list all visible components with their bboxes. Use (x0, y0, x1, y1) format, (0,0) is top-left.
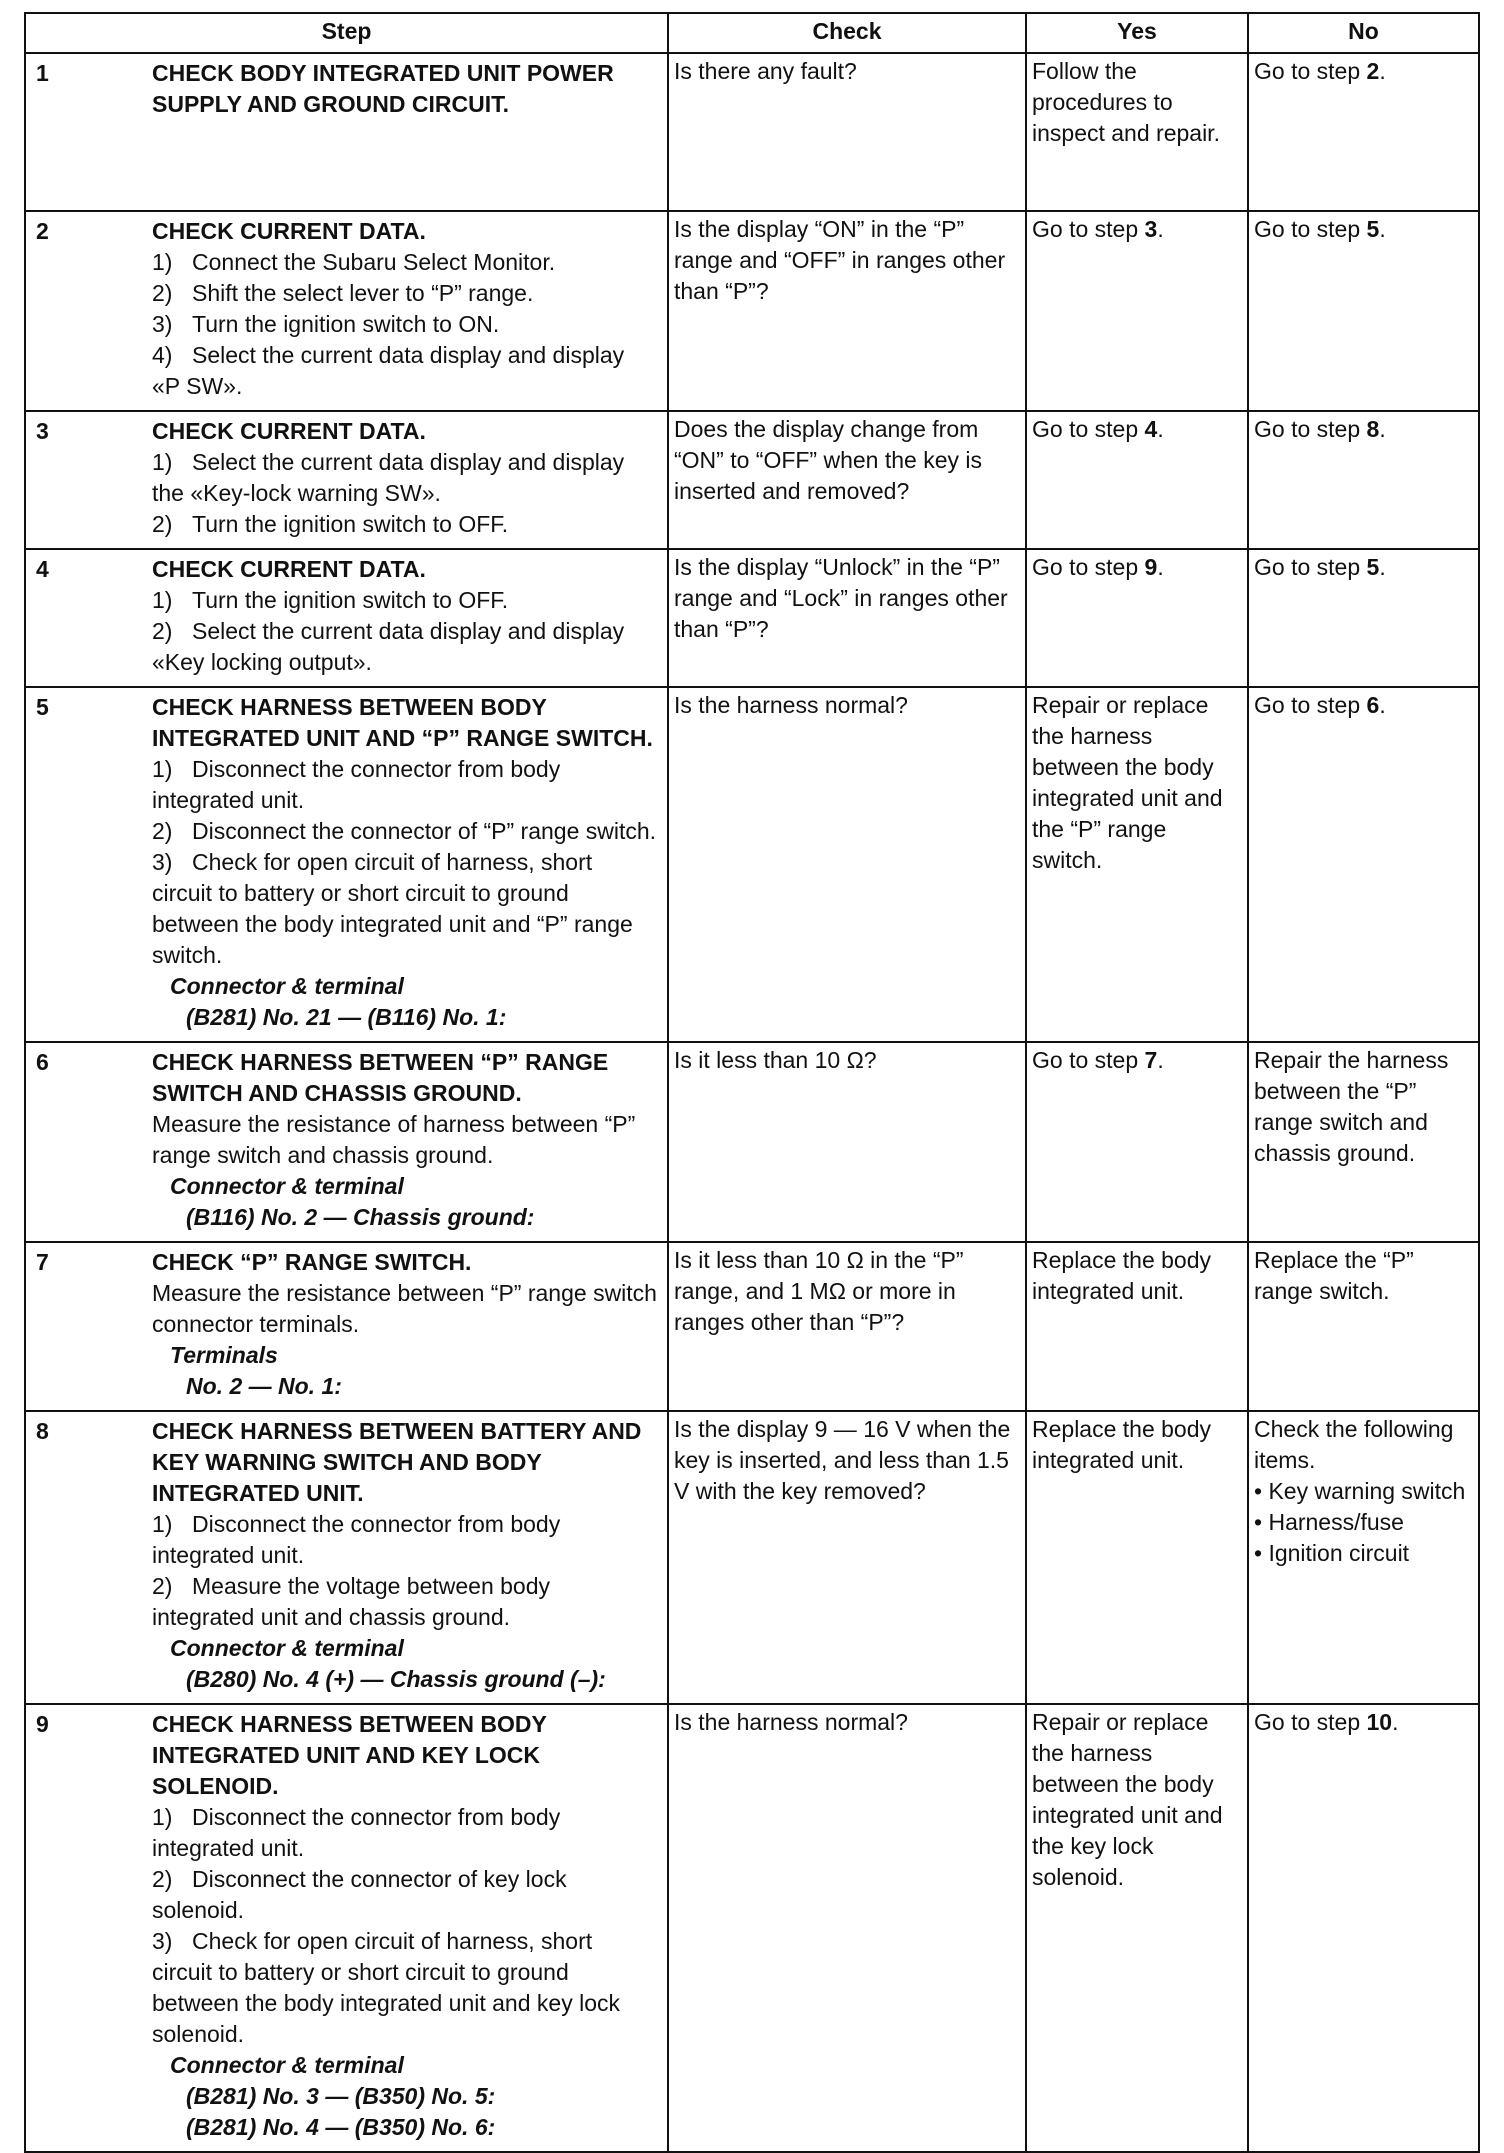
step-instruction (152, 278, 658, 309)
check-cell (668, 1042, 1026, 1242)
no-prefix: Go to step (1254, 416, 1367, 442)
no-cell (1248, 211, 1479, 411)
connector-spec: No. 2 — No. 1: (186, 1373, 342, 1399)
header-no: No (1248, 13, 1479, 53)
step-body (148, 214, 662, 406)
step-title: CHECK HARNESS BETWEEN “P” RANGE SWITCH AND CHASSIS GROUND. (152, 1049, 609, 1106)
no-step-number: 10 (1366, 1709, 1393, 1735)
instruction-text: Check for open circuit of harness, short circuit to battery or short circuit to ground between the body integrated unit and key lock solenoid. (152, 1928, 620, 2047)
instruction-text: Shift the select lever to “P” range. (192, 280, 534, 306)
connector-spec: (B281) No. 4 — (B350) No. 6: (186, 2114, 496, 2140)
instruction-text: Select the current data display and display «Key locking output». (152, 618, 625, 675)
step-cell (25, 549, 668, 687)
step-instruction (152, 309, 658, 340)
step-body (148, 414, 662, 544)
step-body (148, 1045, 662, 1237)
connector-label: Connector & terminal (170, 973, 404, 999)
instruction-number: 2) (152, 618, 173, 644)
instruction-text: Select the current data display and display «P SW». (152, 342, 625, 399)
instruction-number: 2) (152, 280, 173, 306)
instruction-number: 1) (152, 1511, 173, 1537)
step-title: CHECK BODY INTEGRATED UNIT POWER SUPPLY AND GROUND CIRCUIT. (152, 60, 614, 117)
step-wrap (31, 1414, 662, 1699)
no-cell (1248, 687, 1479, 1042)
step-cell (25, 1242, 668, 1411)
instruction-text: Disconnect the connector from body integrated unit. (152, 756, 561, 813)
step-wrap (31, 214, 662, 406)
no-step-number: 5 (1366, 216, 1380, 242)
connector-spec: (B116) No. 2 — Chassis ground: (186, 1204, 535, 1230)
no-prefix: Go to step (1254, 692, 1367, 718)
no-prefix: Go to step (1254, 1709, 1367, 1735)
check-cell (668, 53, 1026, 211)
diagnostic-table (24, 12, 1480, 2153)
no-cell (1248, 1411, 1479, 1704)
step-body (148, 1707, 662, 2147)
step-cell (25, 1042, 668, 1242)
step-instruction (152, 616, 658, 678)
yes-cell (1026, 1242, 1248, 1411)
connector-label: Terminals (170, 1342, 278, 1368)
yes-prefix: Go to step (1032, 1047, 1145, 1073)
no-text: Replace the “P” range switch. (1254, 1247, 1414, 1304)
step-wrap (31, 690, 662, 1037)
table-row (25, 53, 1479, 211)
no-step-number: 2 (1366, 58, 1380, 84)
header-yes: Yes (1026, 13, 1248, 53)
step-wrap (31, 56, 662, 124)
yes-cell (1026, 411, 1248, 549)
instruction-number: 4) (152, 342, 173, 368)
step-title: CHECK HARNESS BETWEEN BODY INTEGRATED UNIT AND “P” RANGE SWITCH. (152, 694, 653, 751)
instruction-number: 1) (152, 249, 173, 275)
step-wrap (31, 1707, 662, 2147)
yes-text: Repair or replace the harness between the body integrated unit and the key lock solenoid. (1032, 1709, 1223, 1890)
table-row (25, 1704, 1479, 2152)
yes-prefix: Go to step (1032, 216, 1145, 242)
table-row (25, 1411, 1479, 1704)
table-row (25, 549, 1479, 687)
instruction-text: Disconnect the connector of “P” range switch. (192, 818, 657, 844)
step-cell (25, 687, 668, 1042)
step-number: 2 (36, 218, 49, 244)
no-list-item: • Key warning switch (1254, 1476, 1473, 1507)
instruction-text: Turn the ignition switch to OFF. (192, 511, 509, 537)
step-number: 1 (36, 60, 49, 86)
step-title: CHECK HARNESS BETWEEN BATTERY AND KEY WARNING SWITCH AND BODY INTEGRATED UNIT. (152, 1418, 642, 1506)
header-check: Check (668, 13, 1026, 53)
connector-spec: (B281) No. 21 — (B116) No. 1: (186, 1004, 507, 1030)
yes-step-number: 7 (1144, 1047, 1158, 1073)
table-row (25, 411, 1479, 549)
instruction-number: 3) (152, 311, 173, 337)
instruction-number: 1) (152, 587, 173, 613)
instruction-number: 3) (152, 849, 173, 875)
no-suffix: . (1379, 216, 1386, 242)
step-instruction (152, 247, 658, 278)
connector-spec: (B280) No. 4 (+) — Chassis ground (–): (186, 1666, 606, 1692)
step-wrap (31, 552, 662, 682)
step-text: Measure the resistance of harness between “P” range switch and chassis ground. (152, 1111, 636, 1168)
table-row (25, 211, 1479, 411)
no-cell (1248, 1242, 1479, 1411)
step-instruction (152, 1571, 658, 1633)
no-cell (1248, 1704, 1479, 2152)
step-body (148, 552, 662, 682)
step-wrap (31, 1245, 662, 1406)
step-title: CHECK HARNESS BETWEEN BODY INTEGRATED UNIT AND KEY LOCK SOLENOID. (152, 1711, 547, 1799)
instruction-number: 1) (152, 756, 173, 782)
instruction-number: 1) (152, 449, 173, 475)
step-number: 8 (36, 1418, 49, 1444)
instruction-text: Disconnect the connector from body integrated unit. (152, 1804, 561, 1861)
header-row (25, 13, 1479, 53)
step-cell (25, 411, 668, 549)
yes-text: Replace the body integrated unit. (1032, 1416, 1212, 1473)
check-cell (668, 1411, 1026, 1704)
step-number: 4 (36, 556, 49, 582)
no-list-item: • Harness/fuse (1254, 1507, 1473, 1538)
step-cell (25, 1704, 668, 2152)
check-text: Is it less than 10 Ω in the “P” range, and 1 MΩ or more in ranges other than “P”? (674, 1247, 964, 1335)
step-title: CHECK CURRENT DATA. (152, 418, 426, 444)
yes-prefix: Go to step (1032, 416, 1145, 442)
yes-text: Follow the procedures to inspect and repair. (1032, 58, 1220, 146)
step-instruction (152, 1926, 658, 2050)
no-list-item: • Ignition circuit (1254, 1538, 1473, 1569)
step-instruction (152, 1802, 658, 1864)
yes-cell (1026, 1411, 1248, 1704)
instruction-number: 2) (152, 818, 173, 844)
step-instruction (152, 1864, 658, 1926)
step-instruction (152, 509, 658, 540)
instruction-text: Turn the ignition switch to OFF. (192, 587, 509, 613)
step-wrap (31, 1045, 662, 1237)
no-cell (1248, 549, 1479, 687)
no-suffix: . (1379, 554, 1386, 580)
step-number: 6 (36, 1049, 49, 1075)
no-text: Repair the harness between the “P” range switch and chassis ground. (1254, 1047, 1449, 1166)
check-text: Is the harness normal? (674, 692, 908, 718)
connector-label: Connector & terminal (170, 2052, 404, 2078)
no-cell (1248, 1042, 1479, 1242)
step-instruction (152, 340, 658, 402)
step-instruction (152, 754, 658, 816)
yes-cell (1026, 1042, 1248, 1242)
check-text: Is it less than 10 Ω? (674, 1047, 877, 1073)
check-cell (668, 1242, 1026, 1411)
yes-step-number: 9 (1144, 554, 1158, 580)
table-row (25, 1242, 1479, 1411)
yes-suffix: . (1157, 554, 1164, 580)
instruction-text: Check for open circuit of harness, short circuit to battery or short circuit to ground between the body integrated unit and “P” range switch. (152, 849, 633, 968)
step-number: 5 (36, 694, 49, 720)
no-cell (1248, 53, 1479, 211)
step-instruction (152, 447, 658, 509)
no-step-number: 5 (1366, 554, 1380, 580)
yes-step-number: 3 (1144, 216, 1158, 242)
instruction-number: 2) (152, 1866, 173, 1892)
step-body (148, 690, 662, 1037)
instruction-text: Select the current data display and display the «Key-lock warning SW». (152, 449, 625, 506)
step-title: CHECK CURRENT DATA. (152, 556, 426, 582)
no-suffix: . (1379, 58, 1386, 84)
no-suffix: . (1379, 692, 1386, 718)
check-cell (668, 411, 1026, 549)
step-body (148, 1245, 662, 1406)
step-cell (25, 1411, 668, 1704)
yes-cell (1026, 549, 1248, 687)
check-cell (668, 1704, 1026, 2152)
yes-step-number: 4 (1144, 416, 1158, 442)
yes-cell (1026, 211, 1248, 411)
check-cell (668, 687, 1026, 1042)
check-text: Is the display 9 — 16 V when the key is inserted, and less than 1.5 V with the key removed? (674, 1416, 1011, 1504)
yes-text: Repair or replace the harness between the body integrated unit and the “P” range switch. (1032, 692, 1223, 873)
step-instruction (152, 847, 658, 971)
check-text: Is the display “Unlock” in the “P” range and “Lock” in ranges other than “P”? (674, 554, 1008, 642)
step-wrap (31, 414, 662, 544)
no-prefix: Go to step (1254, 554, 1367, 580)
yes-cell (1026, 1704, 1248, 2152)
yes-suffix: . (1157, 216, 1164, 242)
instruction-text: Disconnect the connector of key lock solenoid. (152, 1866, 567, 1923)
connector-spec: (B281) No. 3 — (B350) No. 5: (186, 2083, 496, 2109)
yes-text: Replace the body integrated unit. (1032, 1247, 1212, 1304)
check-text: Is the display “ON” in the “P” range and “OFF” in ranges other than “P”? (674, 216, 1006, 304)
yes-suffix: . (1157, 1047, 1164, 1073)
step-title: CHECK CURRENT DATA. (152, 218, 426, 244)
check-cell (668, 211, 1026, 411)
check-text: Is the harness normal? (674, 1709, 908, 1735)
check-text: Is there any fault? (674, 58, 857, 84)
step-body (148, 1414, 662, 1699)
yes-suffix: . (1157, 416, 1164, 442)
no-step-number: 6 (1366, 692, 1380, 718)
table-row (25, 687, 1479, 1042)
yes-cell (1026, 53, 1248, 211)
no-prefix: Go to step (1254, 216, 1367, 242)
step-text: Measure the resistance between “P” range switch connector terminals. (152, 1280, 657, 1337)
instruction-text: Connect the Subaru Select Monitor. (192, 249, 556, 275)
no-prefix: Go to step (1254, 58, 1367, 84)
connector-label: Connector & terminal (170, 1635, 404, 1661)
step-instruction (152, 816, 658, 847)
no-step-number: 8 (1366, 416, 1380, 442)
step-instruction (152, 585, 658, 616)
yes-cell (1026, 687, 1248, 1042)
connector-label: Connector & terminal (170, 1173, 404, 1199)
no-text: Check the following items. (1254, 1416, 1454, 1473)
step-cell (25, 53, 668, 211)
step-body (148, 56, 662, 124)
no-cell (1248, 411, 1479, 549)
step-instruction (152, 1509, 658, 1571)
table-row (25, 1042, 1479, 1242)
step-number: 3 (36, 418, 49, 444)
step-title: CHECK “P” RANGE SWITCH. (152, 1249, 472, 1275)
instruction-text: Measure the voltage between body integrated unit and chassis ground. (152, 1573, 551, 1630)
step-number: 7 (36, 1249, 49, 1275)
instruction-text: Turn the ignition switch to ON. (192, 311, 500, 337)
step-number: 9 (36, 1711, 49, 1737)
instruction-number: 3) (152, 1928, 173, 1954)
instruction-number: 1) (152, 1804, 173, 1830)
instruction-number: 2) (152, 1573, 173, 1599)
yes-prefix: Go to step (1032, 554, 1145, 580)
header-step: Step (25, 13, 668, 53)
no-suffix: . (1392, 1709, 1399, 1735)
step-cell (25, 211, 668, 411)
instruction-text: Disconnect the connector from body integrated unit. (152, 1511, 561, 1568)
check-cell (668, 549, 1026, 687)
no-suffix: . (1379, 416, 1386, 442)
check-text: Does the display change from “ON” to “OFF” when the key is inserted and removed? (674, 416, 983, 504)
instruction-number: 2) (152, 511, 173, 537)
